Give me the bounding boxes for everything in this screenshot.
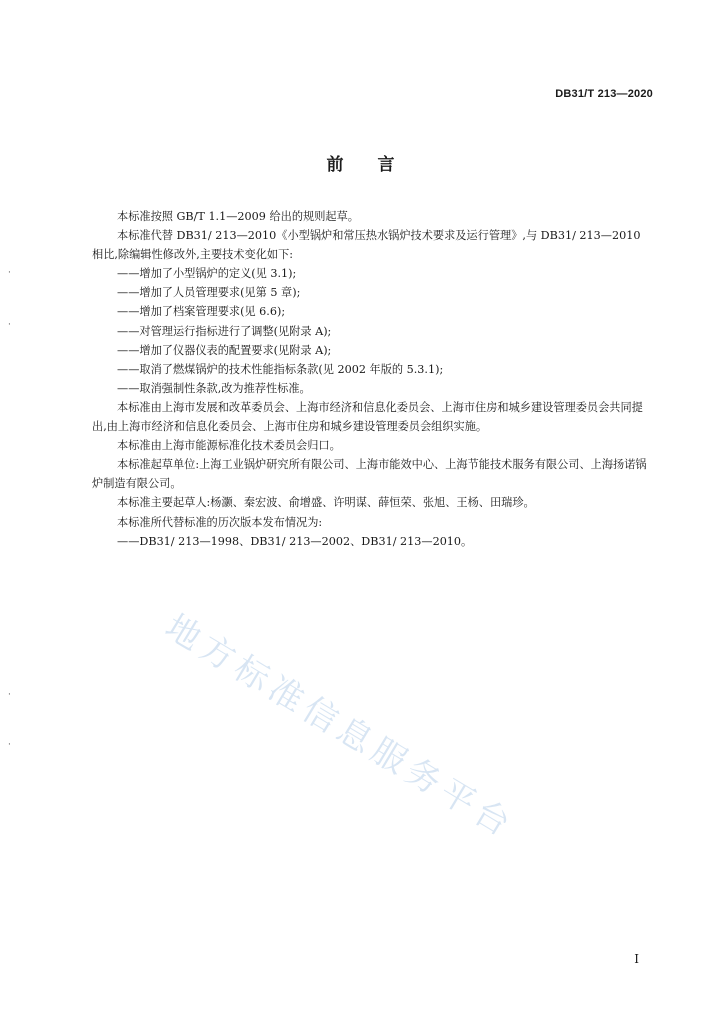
paragraph-history-intro: 本标准所代替标准的历次版本发布情况为: (117, 515, 323, 529)
paragraph-drafters: 本标准主要起草人:杨灏、秦宏波、俞增盛、许明谋、薛恒荣、张旭、王杨、田瑞珍。 (117, 496, 535, 510)
margin-mark: · (8, 690, 11, 700)
paragraph-drafting-units: 本标准起草单位:上海工业锅炉研究所有限公司、上海市能效中心、上海节能技术服务有限公司、上海扬诺锅炉制造有限公司。 (92, 458, 647, 491)
watermark: 地方标准信息服务平台 (158, 606, 522, 848)
change-item: ——增加了档案管理要求(见 6.6); (117, 305, 286, 319)
change-item: ——增加了人员管理要求(见第 5 章); (117, 286, 301, 300)
paragraph-responsible: 本标准由上海市能源标准化技术委员会归口。 (117, 439, 341, 453)
paragraph-replacement: 本标准代替 DB31/ 213—2010《小型锅炉和常压热水锅炉技术要求及运行管理》,与 DB31/ 213—2010 相比,除编辑性修改外,主要技术变化如下: (92, 229, 641, 262)
page-number: I (634, 952, 639, 966)
margin-mark: · (8, 268, 11, 278)
change-item: ——增加了小型锅炉的定义(见 3.1); (117, 267, 297, 281)
change-item: ——增加了仪器仪表的配置要求(见附录 A); (117, 343, 332, 357)
paragraph-proposer: 本标准由上海市发展和改革委员会、上海市经济和信息化委员会、上海市住房和城乡建设管理委员会共同提出,由上海市经济和信息化委员会、上海市住房和城乡建设管理委员会组织实施。 (92, 400, 643, 434)
page-title: 前言 (326, 155, 429, 175)
margin-mark: · (8, 740, 11, 750)
change-item: ——取消强制性条款,改为推荐性标准。 (117, 381, 311, 395)
paragraph-history-list: ——DB31/ 213—1998、DB31/ 213—2002、DB31/ 213—2010。 (117, 534, 473, 548)
standard-code: DB31/T 213—2020 (555, 88, 653, 100)
foreword-body (92, 207, 652, 551)
change-item: ——对管理运行指标进行了调整(见附录 A); (117, 324, 332, 338)
paragraph-drafting-rules: 本标准按照 GB/T 1.1—2009 给出的规则起草。 (117, 210, 359, 223)
margin-mark: · (8, 320, 11, 330)
change-item: ——取消了燃煤锅炉的技术性能指标条款(见 2002 年版的 5.3.1); (117, 362, 444, 376)
